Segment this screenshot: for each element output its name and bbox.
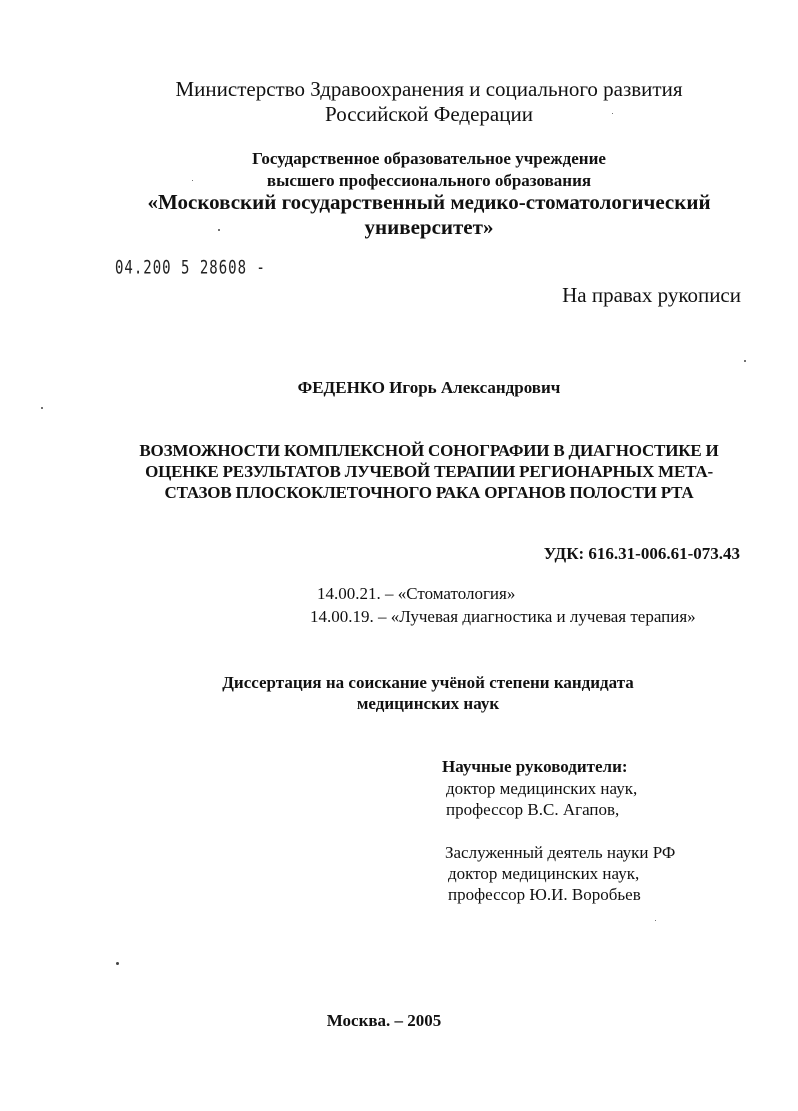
city-year: Москва. – 2005: [326, 1011, 442, 1030]
supervisor-1-name: профессор В.С. Агапов,: [446, 800, 620, 819]
manuscript-rights-note: На правах рукописи: [562, 283, 741, 307]
thesis-title-line-1: ВОЗМОЖНОСТИ КОМПЛЕКСНОЙ СОНОГРАФИИ В ДИАГНОСТИКЕ И: [139, 441, 719, 460]
supervisor-2-degree: доктор медицинских наук,: [448, 864, 640, 883]
thesis-title-line-2: ОЦЕНКЕ РЕЗУЛЬТАТОВ ЛУЧЕВОЙ ТЕРАПИИ РЕГИОНАРНЫХ МЕТА-: [145, 462, 713, 481]
scan-speck: [116, 962, 119, 965]
specialty-2: 14.00.19. – «Лучевая диагностика и лучевая терапия»: [310, 607, 696, 626]
institution-line-2: высшего профессионального образования: [266, 171, 592, 190]
thesis-title-line-3: СТАЗОВ ПЛОСКОКЛЕТОЧНОГО РАКА ОРГАНОВ ПОЛОСТИ РТА: [164, 483, 694, 502]
dissertation-degree-line-2: медицинских наук: [356, 694, 500, 713]
scan-speck: [192, 180, 193, 181]
scan-speck: [612, 113, 613, 114]
supervisor-1-degree: доктор медицинских наук,: [446, 779, 638, 798]
institution-line-1: Государственное образовательное учреждение: [252, 149, 606, 168]
scan-speck: [41, 407, 43, 409]
supervisor-2-honor: Заслуженный деятель науки РФ: [445, 843, 676, 862]
ministry-line-2: Российской Федерации: [325, 102, 533, 126]
supervisor-2-name: профессор Ю.И. Воробьев: [448, 885, 641, 904]
scan-speck: [655, 920, 656, 921]
scan-speck: [218, 229, 220, 231]
registration-stamp: 04.200 5 28608 -: [115, 258, 266, 279]
university-line-1: «Московский государственный медико-стоматологический: [147, 190, 711, 214]
specialty-1: 14.00.21. – «Стоматология»: [317, 584, 516, 603]
udk-code: УДК: 616.31-006.61-073.43: [543, 544, 740, 563]
dissertation-degree-line-1: Диссертация на соискание учёной степени кандидата: [222, 673, 634, 692]
ministry-line-1: Министерство Здравоохранения и социального развития: [175, 77, 683, 101]
university-line-2: университет»: [364, 215, 494, 239]
supervisors-heading: Научные руководители:: [442, 757, 628, 776]
author-name: ФЕДЕНКО Игорь Александрович: [297, 378, 561, 397]
scan-speck: [744, 360, 746, 362]
